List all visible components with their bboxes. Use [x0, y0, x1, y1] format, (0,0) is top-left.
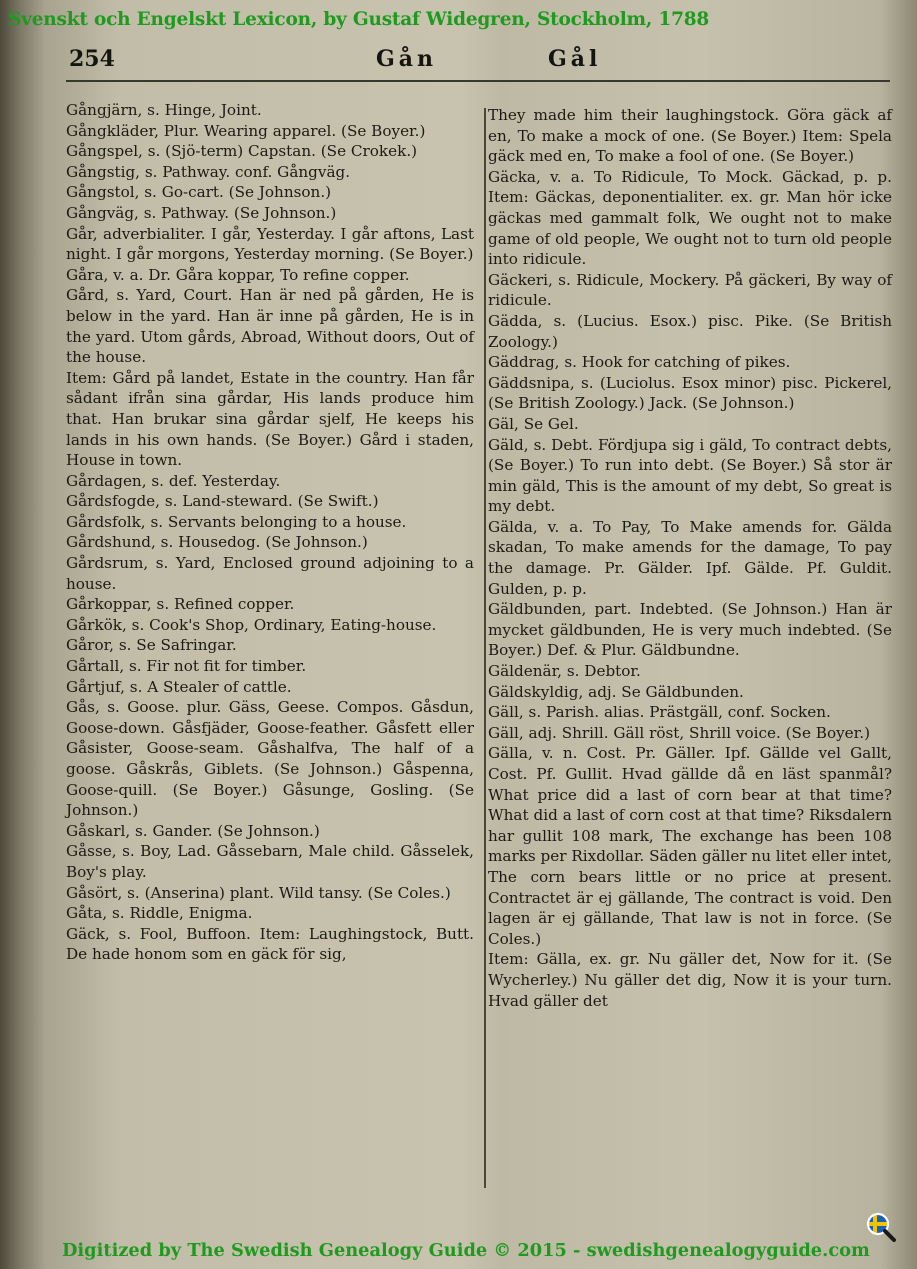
left-running-head: Gån — [376, 46, 438, 72]
header-rule — [66, 80, 890, 82]
entry: Gårkoppar, s. Refined copper. — [66, 595, 295, 614]
entry: Gårdsrum, s. Yard, Enclosed ground adjoining to a house. — [66, 554, 474, 593]
entry: Gäl, Se Gel. — [488, 414, 579, 433]
entry: Gälda, v. a. To Pay, To Make amends for. Gälda skadan, To make amends for the damage, To pay the damage. Pr. Gälder. Ipf. Gälde. Pf. Guldit. Gulden, p. p. — [488, 517, 892, 598]
entry: Gårdsfolk, s. Servants belonging to a house. — [66, 512, 407, 531]
entry: Gäldenär, s. Debtor. — [488, 662, 641, 681]
entry: Gårdshund, s. Housedog. (Se Johnson.) — [66, 533, 368, 552]
entry: Gåra, v. a. Dr. Gåra koppar, To refine copper. — [66, 265, 410, 284]
swedish-flag-magnifier-icon — [866, 1212, 896, 1242]
column-divider — [484, 108, 486, 1188]
entry: Gås, s. Goose. plur. Gäss, Geese. Compos. Gåsdun, Goose-down. Gåsfjäder, Goose-feather. Gåsfett eller Gåsister, Goose-seam. Gåshalfva, The half of a goose. Gåskrås, Giblets. (Se Johnson.) Gåspenna, Goose-quill. (Se Boyer.) Gåsunge, Gosling. (Se Johnson.) — [66, 698, 474, 820]
entry: Gåsse, s. Boy, Lad. Gåssebarn, Male child. Gåsselek, Boy's play. — [66, 842, 474, 881]
entry: Gåskarl, s. Gander. (Se Johnson.) — [66, 821, 320, 840]
entry: Gäld, s. Debt. Fördjupa sig i gäld, To contract debts, (Se Boyer.) To run into debt. (Se Boyer.) Så stor är min gäld, This is the amount of my debt, So great is my debt. — [488, 435, 892, 516]
entry: Gångstig, s. Pathway. conf. Gångväg. — [66, 162, 351, 181]
entry: Gäddsnipa, s. (Luciolus. Esox minor) pisc. Pickerel, (Se British Zoology.) Jack. (Se Johnson.) — [488, 373, 892, 413]
entry: Går, adverbialiter. I går, Yesterday. I går aftons, Last night. I går morgons, Yesterday morning. (Se Boyer.) — [66, 224, 474, 264]
entry: Item: Gälla, ex. gr. Nu gäller det, Now for it. (Se Wycherley.) Nu gäller det dig, Now it is your turn. Hvad gäller det — [488, 950, 892, 1010]
entry: Gångstol, s. Go-cart. (Se Johnson.) — [66, 183, 332, 202]
banner-title: Svenskt och Engelskt Lexicon, by Gustaf Widegren, Stockholm, 1788 — [8, 9, 710, 30]
entry: Gädda, s. (Lucius. Esox.) pisc. Pike. (Se British Zoology.) — [488, 311, 892, 351]
entry: Gångspel, s. (Sjö-term) Capstan. (Se Crokek.) — [66, 142, 418, 161]
entry: They made him their laughingstock. Göra gäck af en, To make a mock of one. (Se Boyer.) Item: Spela gäck med en, To make a fool of one. (Se Boyer.) — [488, 106, 892, 166]
entry: Gångväg, s. Pathway. (Se Johnson.) — [66, 203, 337, 222]
entry: Gångkläder, Plur. Wearing apparel. (Se Boyer.) — [66, 121, 426, 140]
entry: Gårdagen, s. def. Yesterday. — [66, 471, 281, 490]
page-number: 254 — [69, 46, 115, 72]
right-column — [488, 105, 892, 1011]
entry: Item: Gård på landet, Estate in the country. Han får sådant ifrån sina gårdar, His lands produce him that. Han brukar sina gårdar sjelf, He keeps his lands in his own hands. (Se Boyer.) Gård i staden, House in town. — [66, 368, 474, 470]
entry: Gäcka, v. a. To Ridicule, To Mock. Gäckad, p. p. Item: Gäckas, deponentialiter. ex. gr. Man hör icke gäckas med gammalt folk, We ought not to make game of old people, We ought not to turn old people into ridicule. — [488, 167, 892, 269]
entry: Gäldskyldig, adj. Se Gäldbunden. — [488, 682, 744, 701]
entry: Gårtall, s. Fir not fit for timber. — [66, 657, 307, 676]
entry: Gäldbunden, part. Indebted. (Se Johnson.) Han är mycket gäldbunden, He is very much indebted. (Se Boyer.) Def. & Plur. Gäldbundne. — [488, 600, 892, 660]
entry: Gäll, adj. Shrill. Gäll röst, Shrill voice. (Se Boyer.) — [488, 723, 870, 742]
right-running-head: Gål — [548, 46, 602, 72]
entry: Gårdsfogde, s. Land-steward. (Se Swift.) — [66, 492, 379, 511]
entry: Gäddrag, s. Hook for catching of pikes. — [488, 353, 791, 372]
entry: Gäll, s. Parish. alias. Prästgäll, conf. Socken. — [488, 703, 831, 722]
left-column — [66, 100, 474, 965]
entry: Gåta, s. Riddle, Enigma. — [66, 904, 253, 923]
entry: Gälla, v. n. Cost. Pr. Gäller. Ipf. Gällde vel Gallt, Cost. Pf. Gullit. Hvad gällde då en läst spanmål? What price did a last of corn bear at that time? What did a last of corn cost at that time? Riksdalern har gullit 108 mark, The exchange has been 108 marks per Rixdollar. Säden gäller nu litet eller intet, The corn bears little or no price at present. Contractet är ej gällande, The contract is void. Den lagen är ej gällande, That law is not in force. (Se Coles.) — [488, 744, 892, 948]
entry: Gäck, s. Fool, Buffoon. Item: Laughingstock, Butt. De hade honom som en gäck för sig, — [66, 924, 474, 964]
entry: Gård, s. Yard, Court. Han är ned på gården, He is below in the yard. Han är inne på gården, He is in the yard. Utom gårds, Abroad, Without doors, Out of the house. — [66, 286, 474, 367]
entry: Gåror, s. Se Safringar. — [66, 636, 237, 655]
entry: Gårkök, s. Cook's Shop, Ordinary, Eating-house. — [66, 615, 437, 634]
entry: Gåsört, s. (Anserina) plant. Wild tansy. (Se Coles.) — [66, 883, 451, 902]
entry: Gäckeri, s. Ridicule, Mockery. På gäckeri, By way of ridicule. — [488, 270, 892, 310]
entry: Gårtjuf, s. A Stealer of cattle. — [66, 677, 292, 696]
entry: Gångjärn, s. Hinge, Joint. — [66, 101, 262, 119]
banner-credit: Digitized by The Swedish Genealogy Guide © 2015 - swedishgenealogyguide.com — [62, 1240, 870, 1261]
